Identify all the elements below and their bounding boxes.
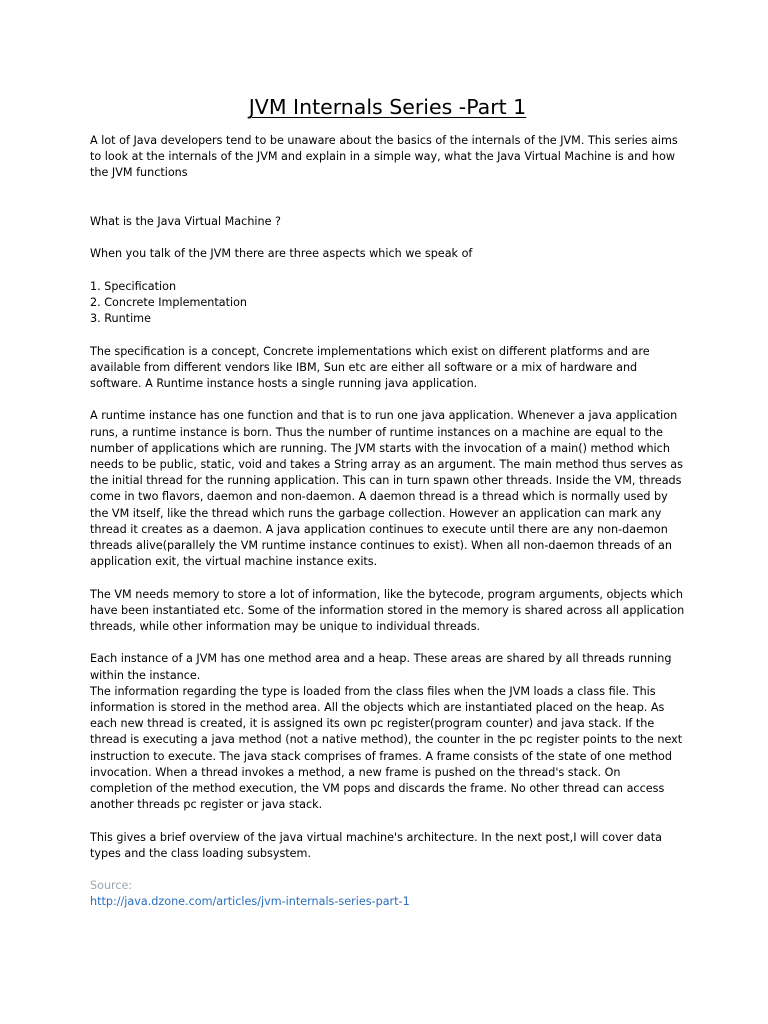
source-label: Source:	[90, 879, 133, 893]
memory-paragraph: The VM needs memory to store a lot of information, like the bytecode, program arguments, objects which have been instantiated etc. Some of the information stored in the memory is shared across all application threads, while other information may be unique to individual threads.	[90, 587, 685, 633]
type-info-paragraph: The information regarding the type is loaded from the class files when the JVM loads a class file. This information is stored in the method area. All the objects which are instantiated placed on the heap. As each new thread is created, it is assigned its own pc register(program counter) and java stack. If the thread is executing a java method (not a native method), the counter in the pc register points to the next instruction to execute. The java stack comprises of frames. A frame consists of the state of one method invocation. When a thread invokes a method, a new frame is pushed on the thread's stack. On completion of the method execution, the VM pops and discards the frame. No other thread can access another threads pc register or java stack.	[90, 684, 683, 812]
method-area-paragraph: Each instance of a JVM has one method area and a heap. These areas are shared by all threads running within the instance.	[90, 652, 672, 682]
question-heading: What is the Java Virtual Machine ?	[90, 215, 281, 228]
intro-paragraph: A lot of Java developers tend to be unaware about the basics of the internals of the JVM. This series aims to look at the internals of the JVM and explain in a simple way, what the Java Virtual Machine is and how the JVM functions	[90, 134, 678, 180]
article-body	[90, 133, 685, 911]
source-link[interactable]: http://java.dzone.com/articles/jvm-internals-series-part-1	[90, 895, 410, 909]
aspect-item-runtime: 3. Runtime	[90, 312, 151, 326]
page-title: JVM Internals Series -Part 1	[248, 95, 527, 119]
runtime-paragraph: A runtime instance has one function and that is to run one java application. Whenever a java application runs, a runtime instance is born. Thus the number of runtime instances on a machine are equal to the number of applications which are running. The JVM starts with the invocation of a main() method which needs to be public, static, void and takes a String array as an argument. The main method thus serves as the initial thread for the running application. This can in turn spawn other threads. Inside the VM, threads come in two flavors, daemon and non-daemon. A daemon thread is a thread which is normally used by the VM itself, like the thread which runs the garbage collection. However an application can mark any thread it creates as a daemon. A java application continues to execute until there are any non-daemon threads alive(parallely the VM runtime instance continues to exist). When all non-daemon threads of an application exit, the virtual machine instance exits.	[90, 409, 683, 569]
specification-paragraph: The specification is a concept, Concrete implementations which exist on different platforms and are available from different vendors like IBM, Sun etc are either all software or a mix of hardware and software. A Runtime instance hosts a single running java application.	[90, 344, 650, 390]
aspect-item-specification: 1. Specification	[90, 279, 177, 293]
aspects-intro: When you talk of the JVM there are three aspects which we speak of	[90, 247, 473, 261]
aspect-item-implementation: 2. Concrete Implementation	[90, 295, 248, 309]
conclusion-paragraph: This gives a brief overview of the java virtual machine's architecture. In the next post,I will cover data types and the class loading subsystem.	[90, 830, 662, 860]
